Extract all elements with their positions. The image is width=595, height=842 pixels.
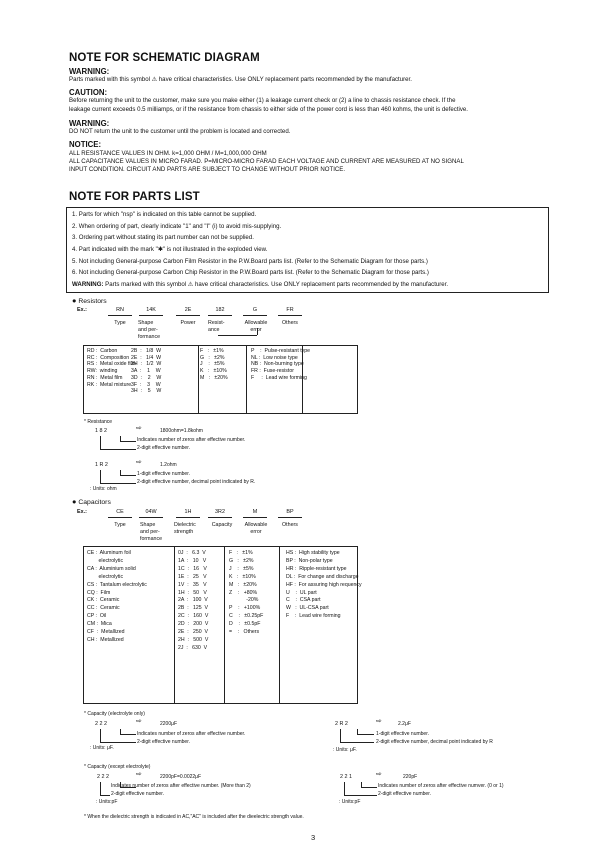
cap-ex-capacity: 3R2: [215, 509, 225, 515]
res-ex-others: FR: [286, 307, 294, 313]
cap-e4-digits: 2 2 1: [340, 774, 352, 780]
res-ex-resistance: 182: [215, 307, 225, 313]
cap-e1-result: 2200μF: [160, 721, 178, 727]
cap-e1-line1: Indicates number of zeros after effective number.: [137, 731, 246, 737]
warning-heading: WARNING:: [69, 67, 110, 76]
cap-hd-type: Type: [114, 522, 126, 528]
capacitors-title: Capacitors: [78, 499, 111, 506]
cap-e4-result: 220pF: [403, 774, 418, 780]
res-ex2-line2: 2-digit effective number, decimal point indicated by R.: [137, 479, 256, 485]
bullet-icon: ●: [72, 497, 77, 506]
notice-line-2: ALL CAPACITANCE VALUES IN MICRO FARAD. P=MICRO-MICRO FARAD EACH VOLTAGE AND CURRENT ARE MEASURED AT NO SIGNAL: [69, 158, 464, 165]
res-col-others: P : Pulse-resistant type NL : Low noise type NB : Non-burning type FR : Fuse-resistor F : Lead wire forming: [251, 348, 311, 381]
cap-e2-digits: 2 R 2: [335, 721, 348, 727]
cap-e1-units: : Units: μF.: [90, 745, 114, 751]
cap-ex-others: BP: [286, 509, 294, 515]
caution-heading: CAUTION:: [69, 88, 108, 97]
page-number: 3: [311, 833, 316, 842]
arrow-right-icon: ⇨: [136, 771, 142, 778]
res-ex2-digits: 1 R 2: [95, 462, 108, 468]
cap-col-voltage: 0J : 6.3 V 1A : 10 V 1C : 16 V 1E : 25 V 1V : 35 V 1H : 50 V 2A : 100 V 2B : 125 V 2C : 160 V 2D : 200 V 2E : 250 V 2H : 500 V 2J : 630 V: [178, 550, 209, 651]
cap-e3-units: : Units:pF: [96, 799, 118, 805]
cap-ex-type: CE: [116, 509, 124, 515]
underline: [108, 315, 132, 316]
cap-col-type: CE : Aluminum foil electrolytic CA : Aluminium solid electrolytic CS : Tantalum electrolytic CQ : Film CK : Ceramic CC : Ceramic CP : Oil CM : Mica CF : Metallized CH : Metallized: [87, 550, 147, 643]
arrow-right-icon: ⇨: [136, 459, 142, 466]
res-col-error: F : ±1% G : ±2% J : ±5% K : ±10% M : ±20%: [200, 348, 228, 381]
parts-warning-text: Parts marked with this symbol ⚠ have critical characteristics. Use ONLY replacement parts recommended by the manufacturer.: [103, 281, 449, 288]
cap-e4-units: : Units:pF: [339, 799, 361, 805]
parts-note-2: 2. When ordering of part, clearly indicate "1" and "I" (i) to avoid mis-supplying.: [72, 223, 282, 230]
res-ex1-line2: 2-digit effective number.: [137, 445, 190, 451]
cap-ex-voltage: 1H: [184, 509, 192, 515]
arrow-right-icon: ⇨: [376, 771, 382, 778]
res-ex2-line1: 1-digit effective number.: [137, 471, 190, 477]
cap-ex-error: M: [252, 509, 258, 515]
warning-text: Parts marked with this symbol ⚠ have critical characteristics. Use ONLY replacement parts recommended by the manufacturer.: [69, 76, 412, 83]
cap-e3-line2: 2-digit effective number.: [111, 791, 164, 797]
parts-note-4: 4. Part indicated with the mark "✱" is not illustrated in the exploded view.: [72, 246, 268, 253]
cap-hd-error: Allowable error: [244, 522, 268, 535]
connector: [218, 335, 257, 336]
res-ex-error: G: [252, 307, 258, 313]
capacitors-heading: [72, 497, 111, 506]
cap-hd-shape: Shape and per- formance: [140, 522, 163, 542]
caution-text-1: Before returning the unit to the customer, make sure you make either (1) a leakage current check or (2) a line to chassis resistance check. If the: [69, 97, 456, 104]
parts-notes-box: [66, 207, 549, 293]
cap-col-error: F : ±1% G : ±2% J : ±5% K : ±10% M : ±20% Z : +80% -20% P : +100% C : ±0.25pF D : ±0.5pF = : Others: [229, 550, 264, 636]
cap-hd-others: Others: [282, 522, 298, 528]
notice-heading: NOTICE:: [69, 140, 102, 149]
cap-note1-title: * Capacity (electrolyte only): [84, 711, 145, 717]
underline: [176, 315, 200, 316]
capacitors-ex-label: Ex.:: [77, 509, 87, 515]
cap-e3-result: 2200pF=0.0022μF: [160, 774, 202, 780]
caution-text-2: leakage current exceeds 0.5 milliamps, or if the resistance from chassis to either side of the power cord is less than 460 kohms, the unit is defective.: [69, 106, 468, 113]
parts-warning: [72, 281, 448, 290]
warning2-heading: WARNING:: [69, 119, 110, 128]
res-ex1-line1: Indicates number of zeros after effective number.: [137, 437, 246, 443]
cap-col-others: HS : High stability type BP : Non-polar type HR : Ripple-resistant type DL : For change and discharge HF : For assuring high requency U : UL part C : CSA part W : UL-CSA part F : Lead wire forming: [286, 550, 362, 620]
arrow-right-icon: ⇨: [136, 718, 142, 725]
cap-e2-units: : Units: μF.: [333, 747, 357, 753]
cap-e4-line2: 2-digit effective number.: [378, 791, 431, 797]
resistors-title: Resistors: [78, 298, 107, 305]
res-ex2-result: 1.2ohm: [160, 462, 177, 468]
notice-line-3: INPUT CONDITION. CIRCUIT AND PARTS ARE SUBJECT TO CHANGE WITHOUT PRIOR NOTICE.: [69, 166, 346, 173]
res-ex-shape: 14K: [146, 307, 156, 313]
parts-note-5: 5. Not including General-purpose Carbon Film Resistor in the P.W.Board parts list. (Refer to the Schematic Diagram for those parts.): [72, 258, 428, 265]
arrow-right-icon: ⇨: [376, 718, 382, 725]
cap-e3-digits: 2 2 2: [97, 774, 109, 780]
cap-ex-shape: 04W: [145, 509, 157, 515]
parts-note-3: 3. Ordering part without stating its part number can not be supplied.: [72, 234, 254, 241]
underline: [208, 315, 232, 316]
arrow-right-icon: ⇨: [136, 425, 142, 432]
cap-e3-line1: Indicates number of zeros after effective number. (More than 2): [111, 783, 251, 789]
underline: [243, 315, 267, 316]
res-ex-type: RN: [116, 307, 124, 313]
cap-e4-line1: Indicates number of zeros after effective numver. (0 or 1): [378, 783, 504, 789]
parts-note-1: 1. Parts for which "nsp" is indicated on this table cannot be supplied.: [72, 211, 257, 218]
res-ex-power: 2E: [184, 307, 192, 313]
res-col-power: 2B : 1/8 W 2E : 1/4 W 2H : 1/2 W 3A : 1 W 3D : 2 W 3F : 3 W 3H : 5 W: [131, 348, 162, 395]
cap-hd-capacity: Capacity: [211, 522, 233, 528]
underline: [278, 315, 302, 316]
notice-line-1: ALL RESISTANCE VALUES IN OHM. k=1,000 OHM / M=1,000,000 OHM: [69, 150, 267, 157]
parts-warning-label: WARNING:: [72, 281, 104, 288]
connector: [257, 328, 258, 335]
cap-e2-result: 2.2μF: [398, 721, 411, 727]
res-hd-shape: Shape and per- formance: [138, 320, 161, 340]
res-hd-power: Power: [180, 320, 196, 326]
res-col-type: RD : Carbon RC : Composition RS : Metal oxide film RW: winding RN : Metal film RK : Metal mixture: [87, 348, 137, 388]
cap-e1-digits: 2 2 2: [95, 721, 107, 727]
res-hd-others: Others: [282, 320, 298, 326]
cap-note2-title: * Capacity (except electrolyte): [84, 764, 151, 770]
parts-note-6: 6. Not including General-purpose Carbon Chip Resistor in the P.W.Board parts list. (Refer to the Schematic Diagram for those parts.): [72, 269, 429, 276]
res-hd-error: Allowable error: [244, 320, 268, 333]
cap-e2-line2: 2-digit effective number, decimal point indicated by R: [376, 739, 493, 745]
res-units: : Units: ohm: [90, 486, 117, 492]
cap-e2-line1: 1-digit effective number.: [376, 731, 429, 737]
resistors-heading: [72, 296, 107, 305]
parts-title: NOTE FOR PARTS LIST: [69, 191, 200, 203]
schematic-title: NOTE FOR SCHEMATIC DIAGRAM: [69, 52, 260, 64]
cap-footnote: * When the dielectric strength is indicated in AC,"AC" is included after the dieelectric strength value.: [84, 814, 304, 820]
bullet-icon: ●: [72, 296, 77, 305]
res-hd-type: Type: [114, 320, 126, 326]
warning2-text: DO NOT return the unit to the customer until the problem is located and corrected.: [69, 128, 291, 135]
res-hd-resistance: Resist- ance: [208, 320, 225, 333]
res-ex1-digits: 1 8 2: [95, 428, 107, 434]
cap-hd-voltage: Dielectric strength: [174, 522, 196, 535]
cap-e1-line2: 2-digit effective number.: [137, 739, 190, 745]
underline: [139, 315, 163, 316]
res-ex1-result: 1800ohm=1.8kohm: [160, 428, 203, 434]
resistors-ex-label: Ex.:: [77, 307, 87, 313]
res-note-title: * Resistance: [84, 419, 113, 425]
